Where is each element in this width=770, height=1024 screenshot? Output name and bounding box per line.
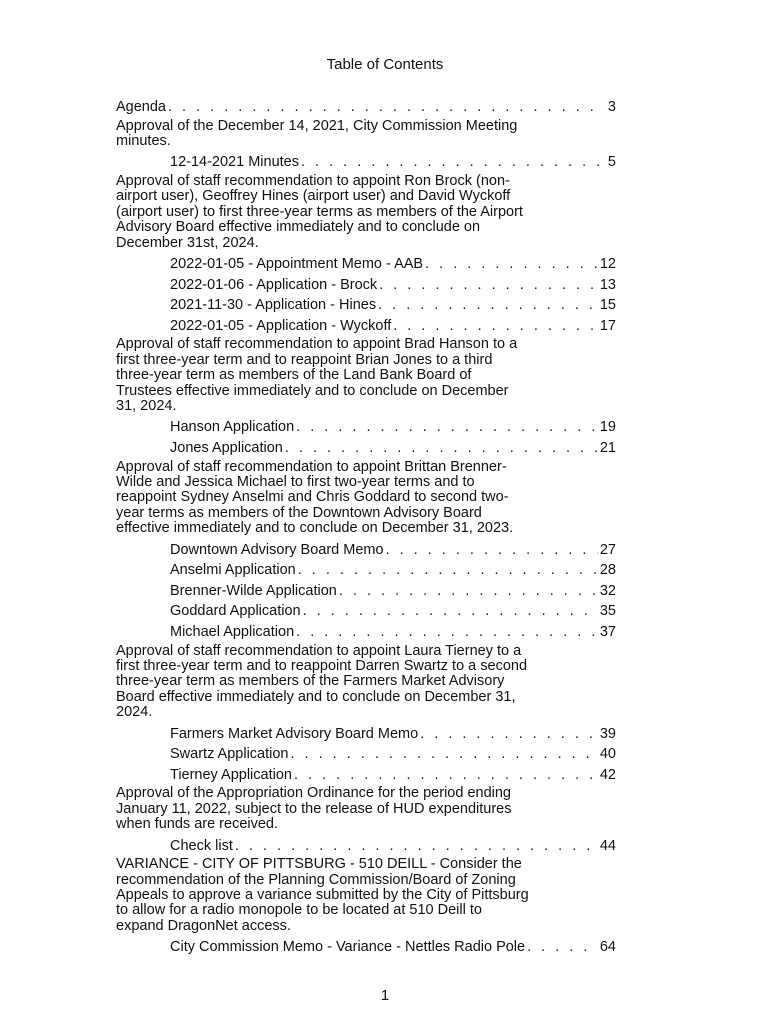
page-title: Table of Contents <box>326 56 444 73</box>
toc-entry-label: Swartz Application <box>170 746 289 763</box>
toc-entry-label: 2021-11-30 - Application - Hines <box>170 297 377 314</box>
toc-dot-leader <box>425 254 598 275</box>
toc-section-heading: VARIANCE - CITY OF PITTSBURG - 510 DEILL - Consider the recommendation of the Planning Commission/Board of Zoning Appeals to approve a variance submitted by the City of Pittsburg to allow for a radio monopole to be located at 510 Deill to expand DragonNet access. <box>116 856 529 934</box>
toc-section-heading: Approval of staff recommendation to appoint Brad Hanson to a first three-year term and to reappoint Brian Jones to a third three-year term as members of the Land Bank Board of Trustees effective immediately and to conclude on December 31, 2024. <box>116 336 518 415</box>
toc-entry-label: Downtown Advisory Board Memo <box>170 541 384 558</box>
toc-entry[interactable] <box>170 560 616 581</box>
toc-dot-leader <box>393 316 598 337</box>
toc-entry-label: 2022-01-05 - Appointment Memo - AAB <box>170 256 424 273</box>
toc-entry-label: Check list <box>170 837 233 854</box>
toc-dot-leader <box>378 295 598 316</box>
toc-entry-label: 2022-01-06 - Application - Brock <box>170 276 378 293</box>
toc-dot-leader <box>290 744 597 765</box>
toc-dot-leader <box>285 438 598 459</box>
toc-dot-leader <box>527 937 598 958</box>
toc-dot-leader <box>294 765 598 786</box>
toc-entry-label: Anselmi Application <box>170 562 296 579</box>
toc-entry[interactable] <box>170 836 616 857</box>
toc-entry-page-number: 19 <box>599 419 616 436</box>
toc-entry-label: Jones Application <box>170 440 283 457</box>
toc-entry[interactable] <box>170 622 616 643</box>
toc-entry[interactable] <box>170 937 616 958</box>
toc-entry-page-number: 64 <box>599 939 616 956</box>
toc-section-heading: Approval of staff recommendation to appoint Ron Brock (non- airport user), Geoffrey Hines (airport user) and David Wyckoff (airport user) to first three-year terms as members of the Airport Advisory Board effective immediately and to conclude on December 31st, 2024. <box>116 173 523 251</box>
toc-entry[interactable] <box>170 438 616 459</box>
toc-entry[interactable] <box>170 295 616 316</box>
toc-dot-leader <box>235 836 598 857</box>
toc-entry[interactable] <box>170 724 616 745</box>
toc-dot-leader <box>296 622 598 643</box>
toc-entry[interactable] <box>170 316 616 337</box>
toc-entry[interactable] <box>170 275 616 296</box>
toc-dot-leader <box>296 417 598 438</box>
toc-entry-page-number: 40 <box>599 746 616 763</box>
toc-entry-label: Brenner-Wilde Application <box>170 582 337 599</box>
toc-entry[interactable] <box>170 152 616 173</box>
toc-entry-page-number: 13 <box>599 276 616 293</box>
toc-section-heading: Approval of staff recommendation to appoint Brittan Brenner- Wilde and Jessica Michael to first two-year terms and to reappoint Sydney Anselmi and Chris Goddard to second two- year terms as members of the Downtown Advisory Board effective immediately and to conclude on December 31, 2023. <box>116 458 514 537</box>
toc-dot-leader <box>301 152 600 173</box>
toc-entry-page-number: 35 <box>599 603 616 620</box>
toc-entry-page-number: 5 <box>607 154 616 171</box>
page-number: 1 <box>380 987 390 1004</box>
toc-dot-leader <box>298 560 598 581</box>
toc-entry-page-number: 3 <box>607 99 616 115</box>
toc-entry-label: Hanson Application <box>170 419 295 436</box>
toc-entry-page-number: 28 <box>599 562 616 579</box>
toc-dot-leader <box>339 581 598 602</box>
toc-entry-label: Goddard Application <box>170 603 301 620</box>
toc-entry-label: Farmers Market Advisory Board Memo <box>170 725 419 742</box>
toc-entry-page-number: 37 <box>599 624 616 641</box>
toc-entry[interactable] <box>170 540 616 561</box>
toc-entry-label: Michael Application <box>170 624 295 641</box>
toc-entry-page-number: 42 <box>599 766 616 783</box>
toc-entry-page-number: 12 <box>599 256 616 273</box>
toc-dot-leader <box>168 97 600 118</box>
toc-entry-page-number: 44 <box>599 837 616 854</box>
toc-entry-label: City Commission Memo - Variance - Nettles Radio Pole <box>170 939 526 956</box>
toc-entry-page-number: 39 <box>599 725 616 742</box>
toc-section-heading: Approval of the Appropriation Ordinance for the period ending January 11, 2022, subject to the release of HUD expenditures when funds are received. <box>116 785 512 833</box>
toc-entry-page-number: 15 <box>599 297 616 314</box>
toc-entry[interactable] <box>170 581 616 602</box>
table-of-contents <box>116 97 616 958</box>
toc-entry-page-number: 17 <box>599 317 616 334</box>
toc-dot-leader <box>379 275 598 296</box>
toc-entry[interactable] <box>116 97 616 118</box>
toc-entry[interactable] <box>170 601 616 622</box>
toc-section-heading: Approval of staff recommendation to appoint Laura Tierney to a first three-year term and to reappoint Darren Swartz to a second three-year term as members of the Farmers Market Advisory Board effective immediately and to conclude on December 31, 2024. <box>116 642 528 721</box>
toc-section-heading: Approval of the December 14, 2021, City Commission Meeting minutes. <box>116 117 518 149</box>
toc-entry-page-number: 32 <box>599 582 616 599</box>
toc-dot-leader <box>303 601 598 622</box>
toc-dot-leader <box>420 724 598 745</box>
toc-entry[interactable] <box>170 744 616 765</box>
toc-entry[interactable] <box>170 254 616 275</box>
toc-entry[interactable] <box>170 417 616 438</box>
toc-entry-label: 12-14-2021 Minutes <box>170 154 299 171</box>
toc-entry-page-number: 21 <box>599 440 616 457</box>
toc-entry-label: Tierney Application <box>170 766 292 783</box>
toc-entry-page-number: 27 <box>599 541 616 558</box>
toc-entry-label: 2022-01-05 - Application - Wyckoff <box>170 317 392 334</box>
toc-entry[interactable] <box>170 765 616 786</box>
toc-dot-leader <box>386 540 598 561</box>
toc-entry-label: Agenda <box>116 99 166 115</box>
